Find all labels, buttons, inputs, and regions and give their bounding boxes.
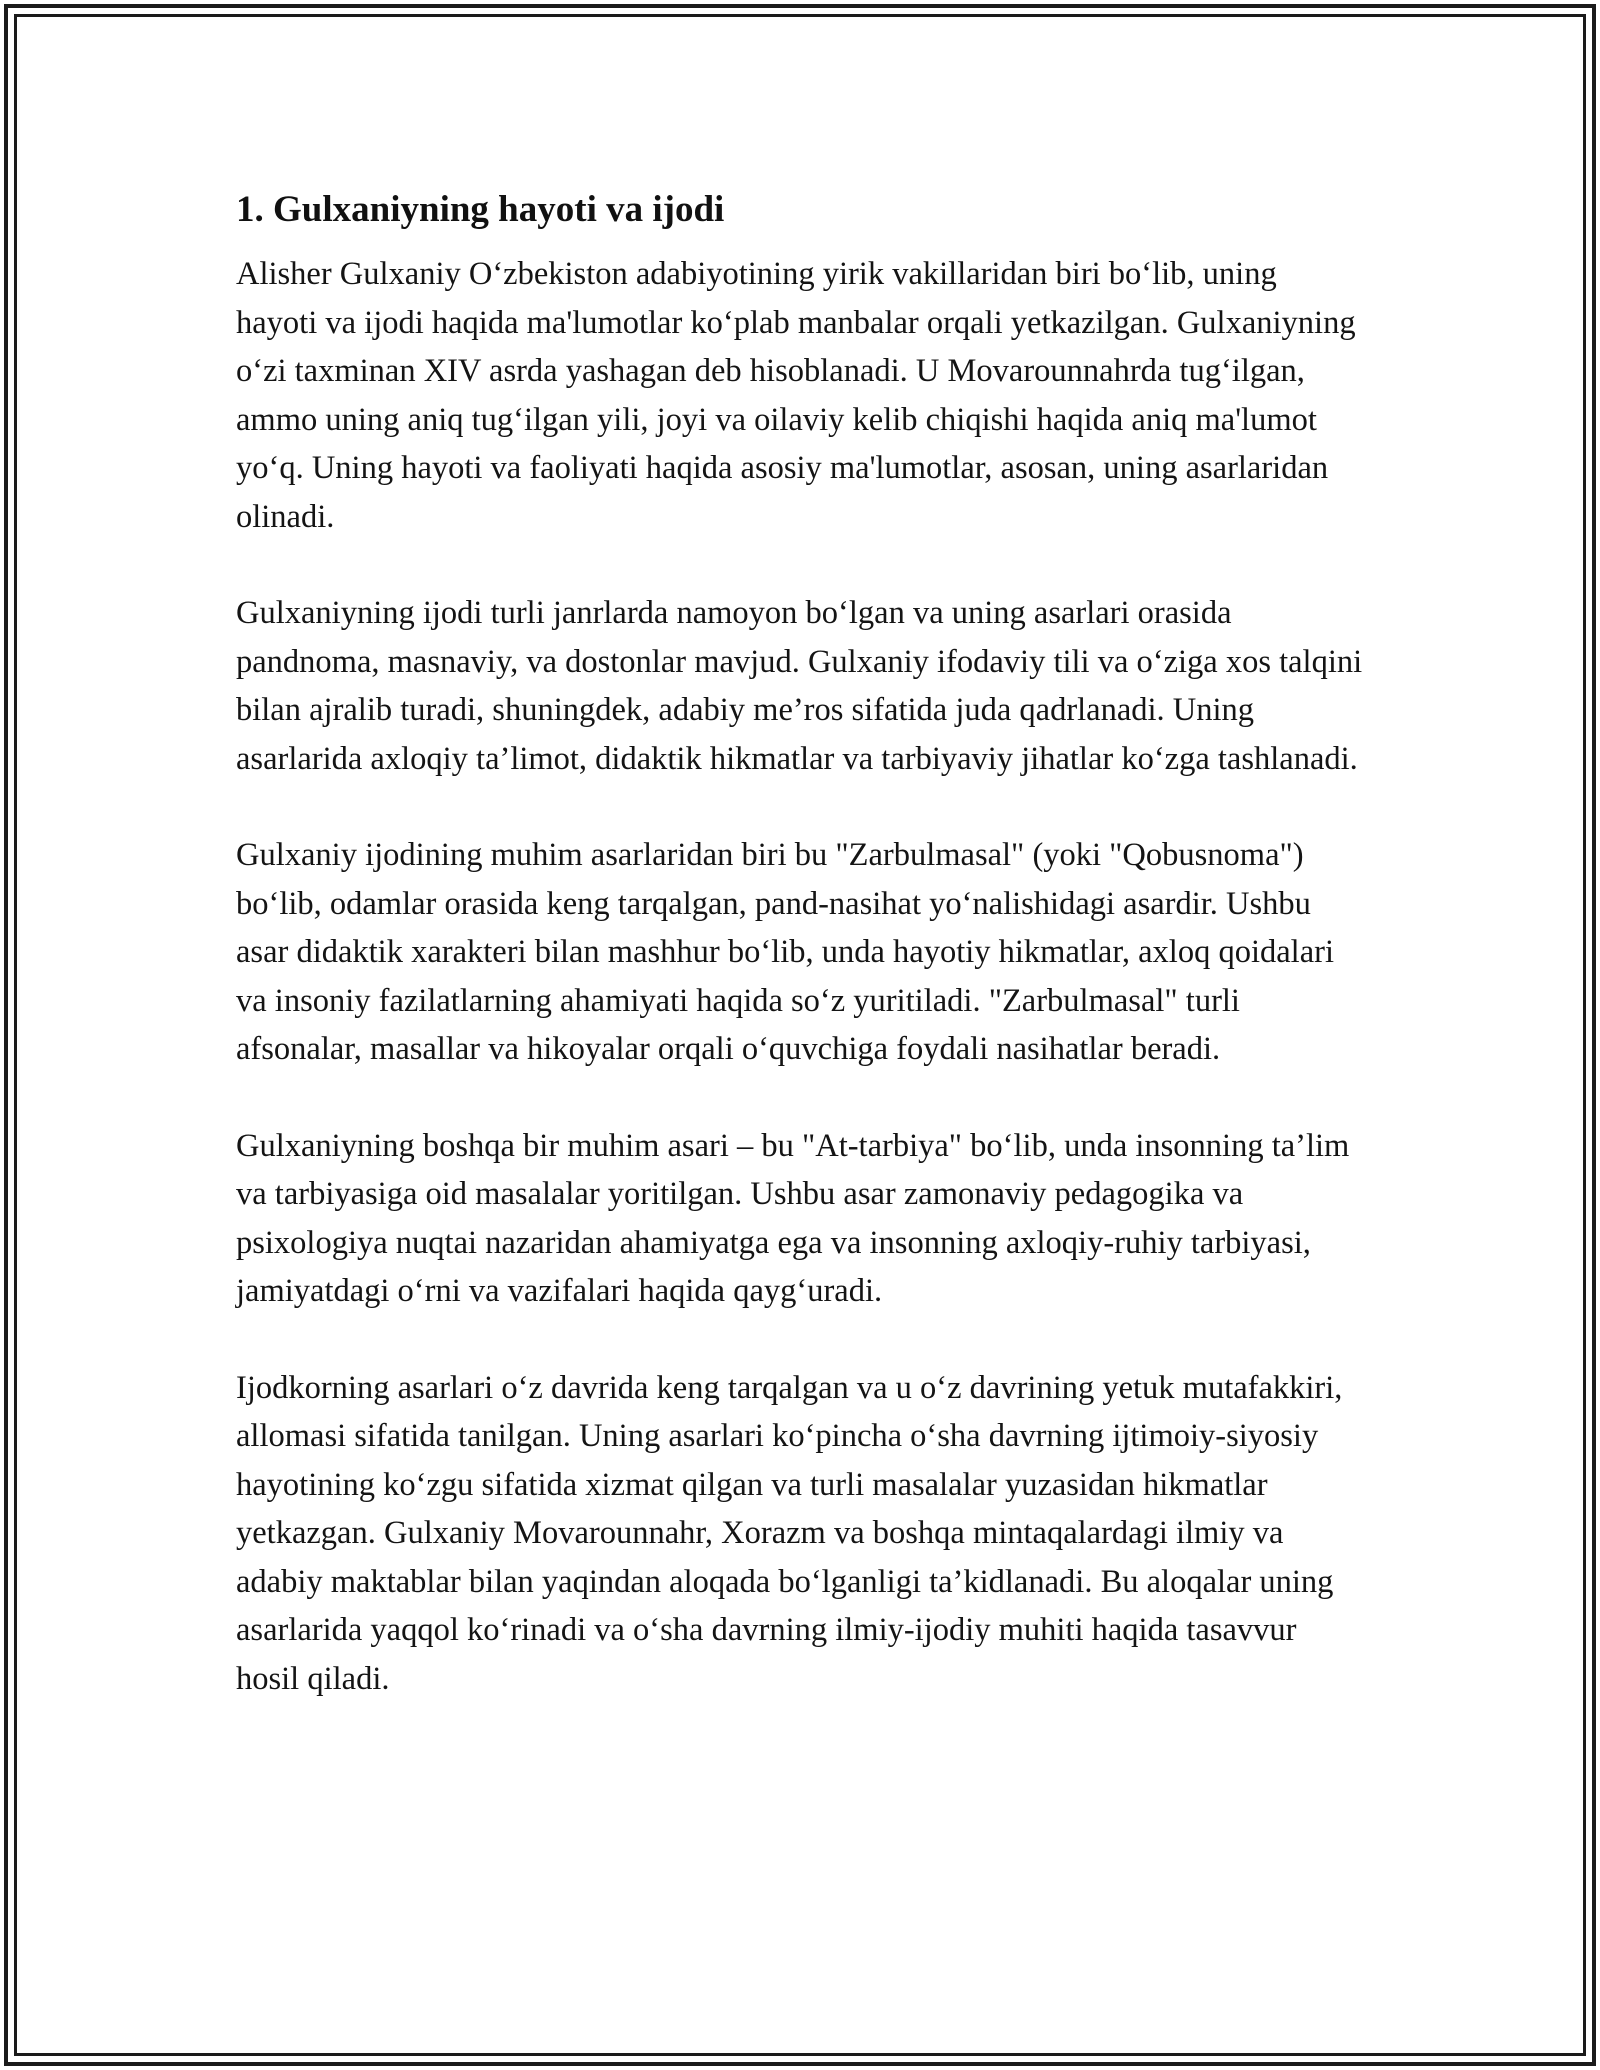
paragraph-3: Gulxaniy ijodining muhim asarlaridan biri bu "Zarbulmasal" (yoki "Qobusnoma") bo‘lib, odamlar orasida keng tarqalgan, pand-nasihat yo‘nalishidagi asardir. Ushbu asar didaktik xarakteri bilan mashhur bo‘lib, unda hayotiy hikmatlar, axloq qoidalari va insoniy fazilatlarning ahamiyati haqida so‘z yuritiladi. "Zarbulmasal" turli afsonalar, masallar va hikoyalar orqali o‘quvchiga foydali nasihatlar beradi.: [236, 837, 1334, 1067]
paragraph-1: Alisher Gulxaniy O‘zbekiston adabiyotining yirik vakillaridan biri bo‘lib, uning hayoti va ijodi haqida ma'lumotlar ko‘plab manbalar orqali yetkazilgan. Gulxaniyning o‘zi taxminan XIV asrda yashagan deb hisoblanadi. U Movarounnahrda tug‘ilgan, ammo uning aniq tug‘ilgan yili, joyi va oilaviy kelib chiqishi haqida aniq ma'lumot yo‘q. Uning hayoti va faoliyati haqida asosiy ma'lumotlar, asosan, uning asarlaridan olinadi.: [236, 256, 1356, 535]
section-title: 1. Gulxaniyning hayoti va ijodi: [236, 189, 725, 230]
paragraph-2: Gulxaniyning ijodi turli janrlarda namoyon bo‘lgan va uning asarlari orasida pandnoma, masnaviy, va dostonlar mavjud. Gulxaniy ifodaviy tili va o‘ziga xos talqini bilan ajralib turadi, shuningdek, adabiy me’ros sifatida juda qadrlanadi. Uning asarlarida axloqiy ta’limot, didaktik hikmatlar va tarbiyaviy jihatlar ko‘zga tashlanadi.: [236, 595, 1363, 777]
paragraph-5: Ijodkorning asarlari o‘z davrida keng tarqalgan va u o‘z davrining yetuk mutafakkiri, allomasi sifatida tanilgan. Uning asarlari ko‘pincha o‘sha davrning ijtimoiy-siyosiy hayotining ko‘zgu sifatida xizmat qilgan va turli masalalar yuzasidan hikmatlar yetkazgan. Gulxaniy Movarounnahr, Xorazm va boshqa mintaqalardagi ilmiy va adabiy maktablar bilan yaqindan aloqada bo‘lganligi ta’kidlanadi. Bu aloqalar uning asarlarida yaqqol ko‘rinadi va o‘sha davrning ilmiy-ijodiy muhiti haqida tasavvur hosil qiladi.: [236, 1369, 1343, 1697]
paragraph-4: Gulxaniyning boshqa bir muhim asari – bu "At-tarbiya" bo‘lib, unda insonning ta’lim va tarbiyasiga oid masalalar yoritilgan. Ushbu asar zamonaviy pedagogika va psixologiya nuqtai nazaridan ahamiyatga ega va insonning axloqiy-ruhiy tarbiyasi, jamiyatdagi o‘rni va vazifalari haqida qayg‘uradi.: [236, 1127, 1350, 1309]
document-body: [236, 186, 1366, 1751]
